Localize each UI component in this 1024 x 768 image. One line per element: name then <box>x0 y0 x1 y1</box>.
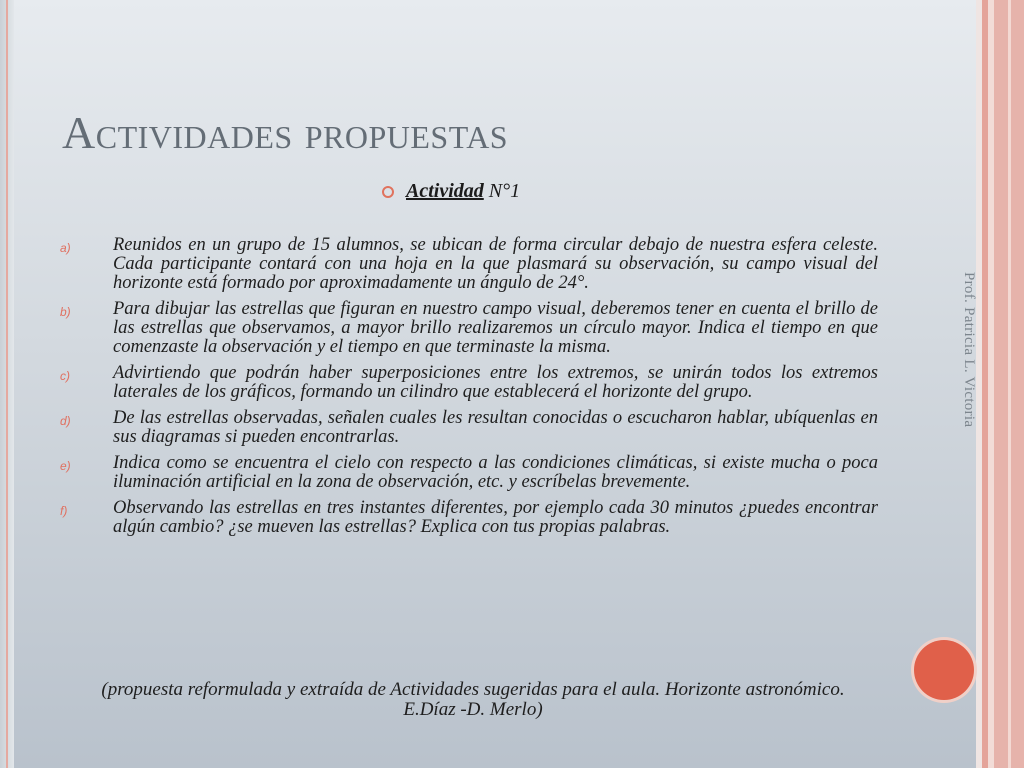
list-marker: e) <box>60 459 71 473</box>
list-item <box>60 409 878 447</box>
list-item <box>60 236 878 293</box>
list-item-text: Reunidos en un grupo de 15 alumnos, se ubican de forma circular debajo de nuestra esfera celeste. Cada participante contará con una hoja en la que plasmará su observación, su campo visual del horizonte está formado por aproximadamente un ángulo de 24°. <box>113 235 878 293</box>
source-citation: (propuesta reformulada y extraída de Actividades sugeridas para el aula. Horizonte astronómico. E.Díaz -D. Merlo) <box>101 679 845 720</box>
stripe-5 <box>1008 0 1011 768</box>
activity-list <box>60 236 878 544</box>
right-stripes-decoration <box>976 0 1024 768</box>
list-item-text: Observando las estrellas en tres instantes diferentes, por ejemplo cada 30 minutos ¿puedes encontrar algún cambio? ¿se mueven las estrellas? Explica con tus propias palabras. <box>113 498 878 537</box>
list-item-text: De las estrellas observadas, señalen cuales les resultan conocidas o escucharon hablar, ubíquenlas en sus diagramas si pueden encontrarlas. <box>113 408 878 447</box>
activity-label: Actividad <box>406 180 484 202</box>
list-item <box>60 364 878 402</box>
list-marker: d) <box>60 414 71 428</box>
list-item <box>60 454 878 492</box>
list-item-text: Advirtiendo que podrán haber superposiciones entre los extremos, se unirán todos los extremos laterales de los gráficos, formando un cilindro que establecerá el horizonte del grupo. <box>113 363 878 402</box>
activity-number: N°1 <box>483 180 521 202</box>
orange-circle-decoration <box>914 640 974 700</box>
list-item <box>60 499 878 537</box>
author-vertical-label: Prof. Patricia L. Victoria <box>961 272 977 428</box>
ring-bullet-icon <box>382 186 394 198</box>
list-marker: b) <box>60 305 71 319</box>
activity-heading <box>382 180 520 203</box>
list-marker: f) <box>60 504 68 518</box>
list-item-text: Indica como se encuentra el cielo con respecto a las condiciones climáticas, si existe mucha o poca iluminación artificial en la zona de observación, etc. y escríbelas brevemente. <box>113 453 878 492</box>
list-item-text: Para dibujar las estrellas que figuran en nuestro campo visual, deberemos tener en cuenta el brillo de las estrellas que observamos, a mayor brillo realizaremos un círculo mayor. Indica el tiempo en que comenzaste la observación y el tiempo en que terminaste la misma. <box>113 299 878 357</box>
list-marker: a) <box>60 241 71 255</box>
slide-title: Actividades propuestas <box>62 107 509 158</box>
list-item <box>60 300 878 357</box>
list-marker: c) <box>60 369 70 383</box>
left-edge-decoration <box>0 0 14 768</box>
